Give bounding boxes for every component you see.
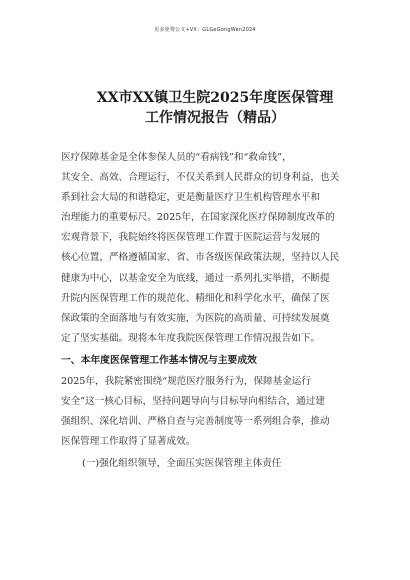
document-title-line-2: 工作情况报告（精品） — [145, 110, 285, 126]
text-line: 强组织、深化培训、严格自查与完善制度等一系列组合拳，推动 — [61, 416, 330, 428]
text-line: 安全”这一核心目标，坚持问题导向与目标导向相结合，通过建 — [61, 396, 325, 408]
text-line: 医保管理工作取得了显著成效。 — [61, 436, 196, 448]
header-note: 更多免费公文+VX：GLGeGongWen2024 — [154, 27, 256, 33]
section-heading: 一、本年度医保管理工作基本情况与主要成效 — [61, 355, 257, 366]
subsection-heading: (一)强化组织领导，全面压实医保管理主体责任 — [82, 458, 282, 469]
text-line: 宏观背景下，我院始终将医保管理工作置于医院运营与发展的 — [61, 232, 321, 244]
document-title-line-1: XX市XX镇卫生院2025年度医保管理 — [96, 90, 334, 106]
section-paragraph — [61, 372, 359, 452]
text-line: 系到社会大局的和谐稳定，更是衡量医疗卫生机构管理水平和 — [61, 192, 321, 204]
text-line: 2025年，我院紧密围绕“规范医疗服务行为，保障基金运行 — [61, 376, 311, 387]
text-line: 核心位置，严格遵循国家、省、市各级医保政策法规，坚持以人民 — [61, 252, 340, 264]
text-line: 保政策的全面落地与有效实施，为医院的高质量、可持续发展奠 — [61, 312, 330, 324]
text-line: 升院内医保管理工作的规范化、精细化和科学化水平，确保了医 — [61, 292, 330, 304]
text-line: 医疗保障基金是全体参保人员的“看病钱”和“救命钱”， — [61, 152, 292, 163]
text-line: 健康为中心，以基金安全为底线，通过一系列扎实举措，不断提 — [61, 272, 330, 284]
text-line: 其安全、高效、合理运行，不仅关系到人民群众的切身利益，也关 — [61, 172, 340, 184]
intro-paragraph — [61, 148, 359, 349]
text-line: 治理能力的重要标尺。2025年，在国家深化医疗保障制度改革的 — [61, 212, 335, 224]
text-line: 定了坚实基础。现将本年度我院医保管理工作情况报告如下。 — [61, 332, 321, 344]
